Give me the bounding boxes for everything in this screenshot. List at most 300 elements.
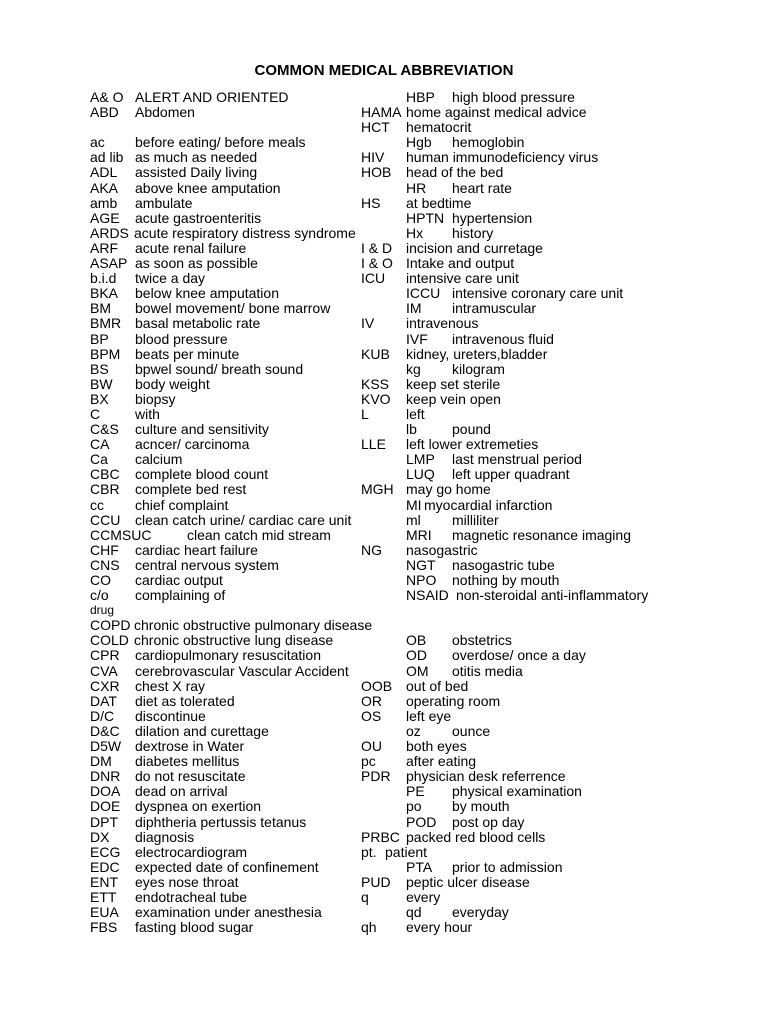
abbreviation-row — [90, 211, 390, 226]
abbreviation-term: PUD — [361, 873, 391, 890]
abbreviation-term: qh — [361, 919, 377, 936]
abbreviation-term: PE — [406, 783, 425, 800]
abbreviation-meaning: diet as tolerated — [135, 692, 235, 709]
abbreviation-meaning: intravenous — [406, 315, 479, 332]
abbreviation-term: ICU — [361, 270, 386, 287]
abbreviation-meaning: left upper quadrant — [452, 466, 570, 483]
abbreviation-row — [361, 286, 691, 301]
abbreviation-row — [90, 256, 390, 271]
abbreviation-row — [361, 150, 691, 165]
abbreviation-term: NG — [361, 541, 382, 558]
abbreviation-meaning: chronic obstructive pulmonary disease — [134, 617, 373, 634]
abbreviation-term: ICCU — [406, 285, 441, 302]
abbreviation-term: KVO — [361, 390, 391, 407]
right-abbreviation-column — [361, 90, 691, 935]
abbreviation-meaning: ALERT AND ORIENTED — [135, 89, 289, 105]
abbreviation-meaning: do not resuscitate — [135, 768, 246, 785]
abbreviation-meaning: left — [406, 405, 425, 422]
abbreviation-meaning: cardiac heart failure — [135, 541, 258, 558]
abbreviation-term: EDC — [90, 858, 120, 875]
abbreviation-row — [361, 739, 691, 754]
abbreviation-meaning: Intake and output — [406, 255, 515, 272]
abbreviation-term: HBP — [406, 89, 435, 105]
abbreviation-term: COLD — [90, 632, 129, 649]
abbreviation-term: C&S — [90, 421, 119, 438]
abbreviation-term: DAT — [90, 692, 117, 709]
abbreviation-meaning: kidney, ureters,bladder — [406, 345, 548, 362]
abbreviation-meaning: before eating/ before meals — [135, 134, 306, 151]
abbreviation-meaning: intramuscular — [452, 300, 537, 317]
abbreviation-row — [90, 633, 390, 648]
abbreviation-meaning: with — [135, 405, 160, 422]
abbreviation-row — [90, 377, 390, 392]
abbreviation-row — [90, 422, 390, 437]
abbreviation-row — [90, 120, 390, 135]
abbreviation-row — [361, 165, 691, 180]
abbreviation-term: BW — [90, 375, 113, 392]
abbreviation-row — [361, 316, 691, 331]
abbreviation-meaning: complete bed rest — [135, 481, 247, 498]
abbreviation-row — [361, 558, 691, 573]
abbreviation-row — [90, 799, 390, 814]
abbreviation-term: CCU — [90, 511, 121, 528]
abbreviation-term: po — [406, 798, 422, 815]
abbreviation-row — [361, 905, 691, 920]
abbreviation-row — [90, 332, 390, 347]
abbreviation-meaning: hypertension — [452, 209, 533, 226]
abbreviation-term: NSAID — [406, 587, 449, 604]
abbreviation-row — [361, 754, 691, 769]
abbreviation-term: OOB — [361, 677, 393, 694]
abbreviation-row — [361, 784, 691, 799]
abbreviation-meaning: expected date of confinement — [135, 858, 319, 875]
abbreviation-term: MRI — [406, 526, 432, 543]
abbreviation-row — [90, 135, 390, 150]
abbreviation-meaning: by mouth — [452, 798, 510, 815]
abbreviation-row — [361, 482, 691, 497]
abbreviation-meaning: magnetic resonance imaging — [452, 526, 631, 543]
abbreviation-meaning: examination under anesthesia — [135, 904, 322, 921]
abbreviation-term: BP — [90, 330, 109, 347]
abbreviation-term: ECG — [90, 843, 121, 860]
abbreviation-row — [361, 332, 691, 347]
abbreviation-meaning: acncer/ carcinoma — [135, 436, 250, 453]
abbreviation-row — [90, 573, 390, 588]
abbreviation-term: L — [361, 405, 369, 422]
abbreviation-meaning: intensive coronary care unit — [452, 285, 624, 302]
abbreviation-row — [361, 377, 691, 392]
abbreviation-meaning: ounce — [452, 722, 491, 739]
abbreviation-term: BKA — [90, 285, 119, 302]
abbreviation-row — [361, 845, 691, 860]
abbreviation-row — [361, 467, 691, 482]
abbreviation-row — [90, 677, 393, 694]
abbreviation-row — [90, 724, 390, 739]
abbreviation-row — [361, 407, 691, 422]
abbreviation-row — [90, 271, 390, 286]
abbreviation-row — [90, 739, 390, 754]
abbreviation-meaning: electrocardiogram — [135, 843, 248, 860]
abbreviation-row — [361, 633, 691, 648]
abbreviation-term: DPT — [90, 813, 118, 830]
abbreviation-term: CBC — [90, 466, 120, 483]
abbreviation-meaning: calcium — [135, 451, 183, 468]
abbreviation-meaning: chronic obstructive lung disease — [134, 632, 334, 649]
abbreviation-meaning: milliliter — [452, 511, 499, 528]
abbreviation-term: PDR — [361, 768, 391, 785]
abbreviation-term: KSS — [361, 375, 390, 392]
abbreviation-term: ARF — [90, 239, 118, 256]
abbreviation-term: EUA — [90, 904, 119, 921]
abbreviation-term: CXR — [90, 677, 120, 694]
abbreviation-row — [361, 362, 691, 377]
abbreviation-row — [90, 226, 390, 241]
abbreviation-term: DX — [90, 828, 110, 845]
abbreviation-term: kg — [406, 360, 421, 377]
abbreviation-row — [90, 558, 390, 573]
abbreviation-term: ASAP — [90, 255, 128, 272]
abbreviation-term: drug — [90, 603, 115, 618]
abbreviation-term: HR — [406, 179, 427, 196]
abbreviation-term: ABD — [90, 104, 119, 121]
abbreviation-meaning: biopsy — [135, 390, 176, 407]
abbreviation-meaning: hematocrit — [406, 119, 472, 136]
abbreviation-row — [90, 301, 390, 316]
abbreviation-row — [90, 239, 393, 256]
abbreviation-term: ac — [90, 134, 105, 151]
abbreviation-meaning: cardiopulmonary resuscitation — [135, 647, 321, 664]
abbreviation-meaning: at bedtime — [406, 194, 472, 211]
abbreviation-row — [90, 664, 390, 679]
abbreviation-row — [90, 528, 390, 543]
abbreviation-meaning: last menstrual period — [452, 451, 582, 468]
abbreviation-meaning: diagnosis — [135, 828, 195, 845]
abbreviation-term: HAMA — [361, 104, 402, 121]
abbreviation-row — [90, 920, 390, 935]
abbreviation-term: POD — [406, 813, 437, 830]
abbreviation-term: HS — [361, 194, 381, 211]
abbreviation-row — [90, 860, 390, 875]
abbreviation-row — [90, 709, 390, 724]
abbreviation-row — [361, 860, 691, 875]
document-title: COMMON MEDICAL ABBREVIATION — [254, 62, 514, 79]
abbreviation-meaning: Abdomen — [135, 104, 195, 121]
abbreviation-term: Ca — [90, 451, 108, 468]
abbreviation-meaning: bpwel sound/ breath sound — [135, 360, 304, 377]
abbreviation-row — [90, 452, 390, 467]
abbreviation-meaning: discontinue — [135, 707, 206, 724]
abbreviation-term: oz — [406, 722, 421, 739]
abbreviation-term: PRBC — [361, 828, 400, 845]
abbreviation-meaning: nothing by mouth — [452, 572, 560, 588]
abbreviation-term: ad lib — [90, 149, 124, 166]
abbreviation-term: OD — [406, 647, 427, 664]
abbreviation-row — [361, 920, 691, 935]
abbreviation-term: KUB — [361, 345, 390, 362]
abbreviation-meaning: home against medical advice — [406, 104, 587, 121]
abbreviation-row — [361, 799, 691, 814]
abbreviation-meaning: packed red blood cells — [406, 828, 546, 845]
abbreviation-row — [90, 437, 390, 452]
abbreviation-meaning: high blood pressure — [452, 89, 575, 105]
abbreviation-meaning: dilation and curettage — [135, 722, 269, 739]
abbreviation-meaning: both eyes — [406, 738, 467, 755]
abbreviation-meaning: blood pressure — [135, 330, 228, 347]
abbreviation-meaning: above knee amputation — [135, 179, 281, 196]
abbreviation-term: BMR — [90, 315, 122, 332]
abbreviation-term: NGT — [406, 556, 436, 573]
abbreviation-row — [361, 256, 691, 271]
abbreviation-meaning: overdose/ once a day — [452, 647, 586, 664]
abbreviation-term: lb — [406, 421, 417, 438]
abbreviation-term: CHF — [90, 541, 119, 558]
abbreviation-row — [361, 588, 691, 603]
abbreviation-meaning: keep vein open — [406, 390, 501, 407]
abbreviation-meaning: chest X ray — [135, 677, 206, 694]
abbreviation-row — [90, 815, 390, 830]
abbreviation-row — [90, 784, 390, 799]
abbreviation-term: CPR — [90, 647, 120, 664]
abbreviation-term: BM — [90, 300, 111, 317]
abbreviation-term: IV — [361, 315, 375, 332]
abbreviation-meaning: may go home — [406, 481, 491, 498]
abbreviation-row — [361, 543, 691, 558]
abbreviation-row — [361, 679, 691, 694]
abbreviation-term: BS — [90, 360, 109, 377]
abbreviation-meaning: as much as needed — [135, 149, 258, 166]
abbreviation-meaning: below knee amputation — [135, 285, 279, 302]
abbreviation-row — [90, 543, 390, 558]
abbreviation-row — [90, 875, 390, 890]
abbreviation-row — [90, 498, 390, 513]
abbreviation-term: CVA — [90, 662, 118, 679]
abbreviation-row — [361, 301, 691, 316]
abbreviation-meaning: ambulate — [135, 194, 193, 211]
abbreviation-meaning: operating room — [406, 692, 501, 709]
abbreviation-meaning: endotracheal tube — [135, 888, 248, 905]
abbreviation-meaning: as soon as possible — [135, 255, 258, 272]
abbreviation-row — [90, 769, 390, 784]
abbreviation-row — [361, 890, 691, 905]
abbreviation-term: BPM — [90, 345, 121, 362]
abbreviation-meaning: basal metabolic rate — [135, 315, 261, 332]
abbreviation-row — [90, 150, 390, 165]
abbreviation-row — [361, 694, 691, 709]
abbreviation-term: LLE — [361, 436, 386, 453]
abbreviation-meaning: acute gastroenteritis — [135, 209, 262, 226]
abbreviation-row — [90, 347, 390, 362]
abbreviation-meaning: head of the bed — [406, 164, 504, 181]
abbreviation-term: IVF — [406, 330, 428, 347]
abbreviation-term: ENT — [90, 873, 118, 890]
abbreviation-row — [361, 271, 691, 286]
abbreviation-meaning: keep set sterile — [406, 375, 501, 392]
abbreviation-term: MGH — [361, 481, 394, 498]
abbreviation-meaning: after eating — [406, 753, 477, 770]
abbreviation-row — [90, 467, 390, 482]
abbreviation-row — [90, 196, 390, 211]
abbreviation-row — [361, 664, 691, 679]
abbreviation-term: CBR — [90, 481, 120, 498]
abbreviation-row — [90, 165, 390, 180]
abbreviation-row — [90, 890, 390, 905]
abbreviation-term: LMP — [406, 451, 435, 468]
abbreviation-term: AKA — [90, 179, 119, 196]
abbreviation-term: LUQ — [406, 466, 435, 483]
abbreviation-term: DOA — [90, 783, 121, 800]
abbreviation-term: DOE — [90, 798, 121, 815]
abbreviation-meaning: clean catch urine/ cardiac care unit — [135, 511, 352, 528]
abbreviation-term: ETT — [90, 888, 117, 905]
abbreviation-row — [361, 135, 691, 150]
abbreviation-row — [90, 482, 390, 497]
abbreviation-row — [361, 422, 691, 437]
abbreviation-meaning: acute respiratory distress syndrome — [134, 224, 356, 241]
abbreviation-term: qd — [406, 904, 422, 921]
abbreviation-meaning: fasting blood sugar — [135, 919, 254, 936]
abbreviation-meaning: diabetes mellitus — [135, 753, 240, 770]
abbreviation-meaning: culture and sensitivity — [135, 421, 269, 438]
abbreviation-row — [90, 286, 390, 301]
abbreviation-term: pt. — [361, 843, 377, 860]
abbreviation-meaning: dextrose in Water — [135, 738, 245, 755]
abbreviation-term: CA — [90, 436, 110, 453]
abbreviation-meaning: out of bed — [406, 677, 469, 694]
abbreviation-term: MI — [406, 496, 422, 513]
abbreviation-meaning: human immunodeficiency virus — [406, 149, 599, 166]
abbreviation-term: HCT — [361, 119, 390, 136]
abbreviation-meaning: physical examination — [452, 783, 582, 800]
abbreviation-meaning: heart rate — [452, 179, 512, 196]
abbreviation-row — [361, 648, 691, 663]
abbreviation-row — [361, 724, 691, 739]
abbreviation-row — [361, 528, 691, 543]
abbreviation-term: ARDS — [90, 224, 129, 241]
abbreviation-row — [361, 769, 691, 784]
abbreviation-row — [361, 196, 691, 211]
abbreviation-term: HOB — [361, 164, 392, 181]
abbreviation-term: Hx — [406, 224, 424, 241]
abbreviation-term: C — [90, 405, 101, 422]
abbreviation-row — [90, 181, 390, 196]
abbreviation-term: PTA — [406, 858, 433, 875]
abbreviation-row — [90, 754, 390, 769]
abbreviation-meaning: physician desk referrence — [406, 768, 566, 785]
abbreviation-meaning: kilogram — [452, 360, 505, 377]
abbreviation-meaning: dyspnea on exertion — [135, 798, 262, 815]
abbreviation-meaning: every — [406, 888, 441, 905]
abbreviation-meaning: complete blood count — [135, 466, 269, 483]
abbreviation-term: ml — [406, 511, 421, 528]
abbreviation-term: q — [361, 888, 369, 905]
abbreviation-row — [361, 513, 691, 528]
abbreviation-row — [361, 573, 691, 588]
abbreviation-meaning: assisted Daily living — [135, 164, 258, 181]
abbreviation-meaning: nasogastric tube — [452, 556, 555, 573]
abbreviation-meaning: diphtheria pertussis tetanus — [135, 813, 307, 830]
abbreviation-row — [90, 392, 390, 407]
abbreviation-term: IM — [406, 300, 422, 317]
abbreviation-meaning: chief complaint — [135, 496, 229, 513]
abbreviation-row — [361, 120, 691, 135]
abbreviation-row — [90, 694, 390, 709]
abbreviation-row — [361, 90, 691, 105]
abbreviation-term: D5W — [90, 738, 122, 755]
abbreviation-term: I & D — [361, 239, 393, 256]
abbreviation-term: OM — [406, 662, 429, 679]
abbreviation-meaning: every hour — [406, 919, 473, 936]
abbreviation-meaning: patient — [385, 843, 428, 860]
abbreviation-row — [361, 347, 691, 362]
abbreviation-row — [361, 211, 691, 226]
abbreviation-row — [90, 513, 390, 528]
abbreviation-term: HPTN — [406, 209, 445, 226]
abbreviation-term: CCMSUC — [90, 526, 152, 543]
abbreviation-row — [90, 618, 390, 633]
abbreviation-meaning: cardiac output — [135, 572, 223, 588]
abbreviation-meaning: nasogastric — [406, 541, 478, 558]
abbreviation-meaning: obstetrics — [452, 632, 512, 649]
abbreviation-term: FBS — [90, 919, 118, 936]
abbreviation-term: COPD — [90, 617, 131, 634]
abbreviation-row — [90, 588, 390, 603]
abbreviation-term: c/o — [90, 587, 109, 604]
abbreviation-row — [361, 241, 691, 256]
abbreviation-meaning: complaining of — [135, 587, 226, 604]
abbreviation-row — [361, 830, 691, 845]
abbreviation-row — [361, 618, 691, 633]
abbreviation-term: I & O — [361, 255, 393, 272]
abbreviation-term: cc — [90, 496, 104, 513]
abbreviation-meaning: post op day — [452, 813, 525, 830]
abbreviation-meaning: non-steroidal anti-inflammatory — [456, 587, 649, 604]
abbreviation-term: amb — [90, 194, 118, 211]
abbreviation-row — [90, 603, 390, 618]
abbreviation-row — [90, 845, 390, 860]
abbreviation-row — [361, 181, 691, 196]
abbreviation-meaning: acute renal failure — [135, 239, 247, 256]
abbreviation-term: b.i.d — [90, 270, 117, 287]
abbreviation-meaning: central nervous system — [135, 556, 279, 573]
abbreviation-term: ADL — [90, 164, 118, 181]
abbreviation-term: DM — [90, 753, 112, 770]
abbreviation-row — [90, 316, 390, 331]
abbreviation-row — [90, 407, 390, 422]
abbreviation-term: pc — [361, 753, 376, 770]
abbreviation-meaning: intensive care unit — [406, 270, 519, 287]
abbreviation-row — [90, 648, 390, 663]
abbreviation-row — [361, 498, 691, 513]
abbreviation-meaning: myocardial infarction — [424, 496, 553, 513]
abbreviation-meaning: intravenous fluid — [452, 330, 554, 347]
abbreviation-row — [361, 875, 691, 890]
abbreviation-row — [361, 815, 691, 830]
abbreviation-meaning: dead on arrival — [135, 783, 228, 800]
abbreviation-term: OU — [361, 738, 382, 755]
abbreviation-meaning: otitis media — [452, 662, 523, 679]
abbreviation-row — [361, 709, 691, 724]
abbreviation-term: OB — [406, 632, 427, 649]
abbreviation-term: D/C — [90, 707, 115, 724]
abbreviation-meaning: peptic ulcer disease — [406, 873, 530, 890]
abbreviation-meaning: beats per minute — [135, 345, 240, 362]
abbreviation-row — [361, 603, 691, 618]
abbreviation-meaning: cerebrovascular Vascular Accident — [135, 662, 349, 679]
abbreviation-meaning: pound — [452, 421, 491, 438]
abbreviation-meaning: everyday — [452, 904, 509, 921]
abbreviation-term: CO — [90, 572, 111, 588]
abbreviation-meaning: left eye — [406, 707, 452, 724]
